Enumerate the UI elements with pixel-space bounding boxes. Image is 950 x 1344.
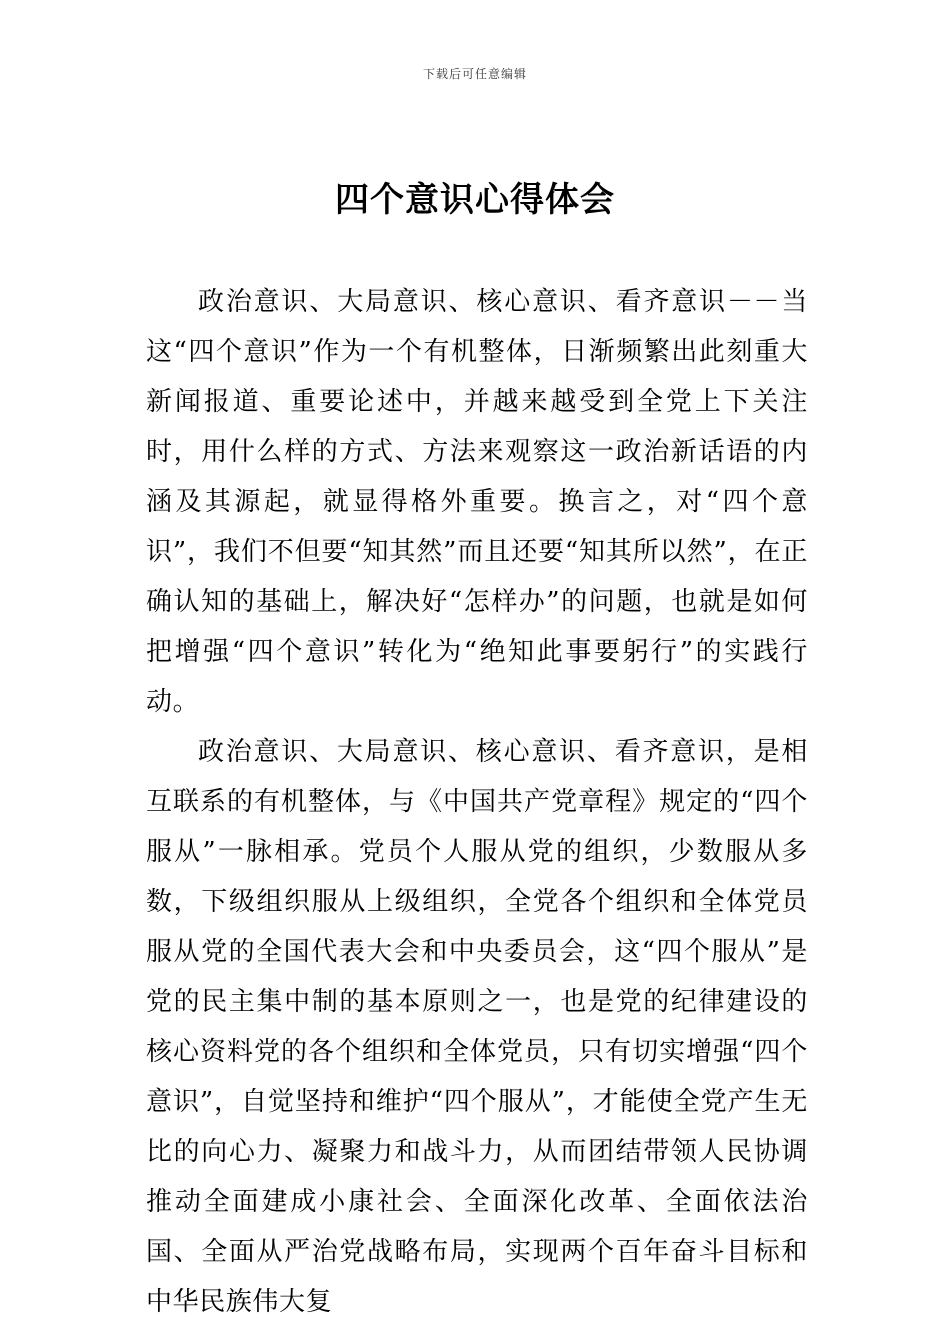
paragraph-1: 政治意识、大局意识、核心意识、看齐意识－－当这“四个意识”作为一个有机整体，日渐频繁出此刻重大新闻报道、重要论述中，并越来越受到全党上下关注时，用什么样的方式、方法来观察这一政治新话语的内涵及其源起，就显得格外重要。换言之，对“四个意识”，我们不但要“知其然”而且还要“知其所以然”，在正确认知的基础上，解决好“怎样办”的问题，也就是如何把增强“四个意识”转化为“绝知此事要躬行”的实践行动。 <box>146 287 808 717</box>
paragraph-2: 政治意识、大局意识、核心意识、看齐意识，是相互联系的有机整体，与《中国共产党章程》规定的“四个服从”一脉相承。党员个人服从党的组织，少数服从多数，下级组织服从上级组织，全党各个组织和全体党员服从党的全国代表大会和中央委员会，这“四个服从”是党的民主集中制的基本原则之一，也是党的纪律建设的核心资料党的各个组织和全体党员，只有切实增强“四个意识”，自觉坚持和维护“四个服从”，才能使全党产生无比的向心力、凝聚力和战斗力，从而团结带领人民协调推动全面建成小康社会、全面深化改革、全面依法治国、全面从严治党战略布局，实现两个百年奋斗目标和中华民族伟大复 <box>146 737 808 1317</box>
document-body <box>146 277 808 1327</box>
header-note: 下载后可任意编辑 <box>422 67 527 81</box>
document-title: 四个意识心得体会 <box>335 180 615 220</box>
